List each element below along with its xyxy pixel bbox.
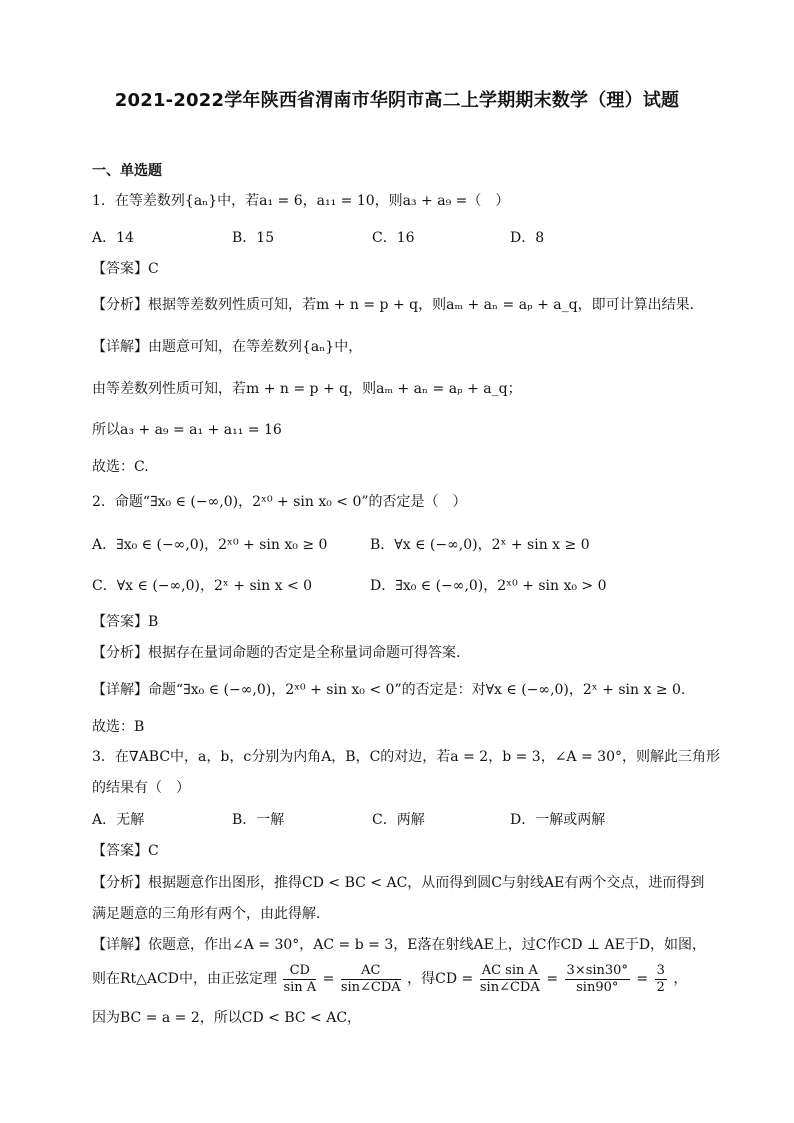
q1-option-c: C．16: [372, 230, 415, 246]
fraction-3-over-2: [655, 963, 667, 996]
q1-choice: 故选：C.: [92, 459, 149, 475]
q2-detail: 【详解】命题“∃x₀ ∈ (−∞,0)，2ˣ⁰ + sin x₀ < 0”的否定是：对∀x ∈ (−∞,0)，2ˣ + sin x ≥ 0.: [92, 682, 686, 698]
q2-option-c: C．∀x ∈ (−∞,0)，2ˣ + sin x < 0: [92, 578, 313, 594]
fraction-cd-over-sina: [283, 963, 316, 996]
q2-option-b: B．∀x ∈ (−∞,0)，2ˣ + sin x ≥ 0: [370, 537, 590, 553]
q2-answer: 【答案】B: [92, 614, 159, 630]
section-heading: 一、单选题: [92, 163, 162, 179]
q1-detail-1: 【详解】由题意可知，在等差数列{aₙ}中，: [92, 339, 363, 355]
formula-end: ，: [673, 971, 688, 987]
q3-option-d: D．一解或两解: [510, 812, 606, 828]
q3-detail-2-formula: [92, 962, 734, 996]
q3-detail-3: 因为BC = a = 2，所以CD < BC < AC，: [92, 1010, 362, 1026]
formula-prefix: 则在Rt△ACD中，由正弦定理: [92, 971, 277, 987]
question-3-stem-2: 的结果有（ ）: [92, 780, 190, 796]
q1-option-a: A．14: [92, 230, 134, 246]
q3-option-b: B．一解: [232, 812, 285, 828]
q3-option-a: A．无解: [92, 812, 145, 828]
equals-sign: =: [322, 971, 335, 987]
fraction-numerator: CD: [283, 963, 316, 980]
q2-analysis: 【分析】根据存在量词命题的否定是全称量词命题可得答案.: [92, 645, 461, 661]
fraction-denominator: sin90°: [576, 979, 619, 995]
q1-option-b: B．15: [232, 230, 275, 246]
fraction-denominator: sin∠CDA: [340, 979, 401, 995]
q1-detail-2: 由等差数列性质可知，若m + n = p + q，则aₘ + aₙ = aₚ + a_q；: [92, 381, 522, 397]
q2-option-d: D．∃x₀ ∈ (−∞,0)，2ˣ⁰ + sin x₀ > 0: [370, 578, 607, 594]
fraction-denominator: 2: [656, 979, 665, 995]
question-3-stem-1: 3．在∇ABC中，a，b，c分别为内角A，B，C的对边，若a = 2，b = 3，∠A = 30°，则解此三角形: [92, 749, 720, 765]
fraction-acsina-over-sincda: [480, 963, 540, 996]
q2-option-a: A．∃x₀ ∈ (−∞,0)，2ˣ⁰ + sin x₀ ≥ 0: [92, 537, 328, 553]
formula-mid: ，得CD =: [407, 971, 474, 987]
fraction-denominator: sin A: [283, 979, 317, 995]
fraction-ac-over-sincda: [341, 963, 401, 996]
q3-answer: 【答案】C: [92, 843, 159, 859]
q1-detail-3: 所以a₃ + a₉ = a₁ + a₁₁ = 16: [92, 422, 282, 438]
question-2-stem: 2．命题“∃x₀ ∈ (−∞,0)，2ˣ⁰ + sin x₀ < 0”的否定是（ ）: [92, 494, 467, 510]
q1-analysis: 【分析】根据等差数列性质可知，若m + n = p + q，则aₘ + aₙ = aₚ + a_q，即可计算出结果.: [92, 297, 695, 313]
equals-sign: =: [546, 971, 559, 987]
equals-sign: =: [636, 971, 649, 987]
q1-option-d: D．8: [510, 230, 545, 246]
fraction-numerator: AC: [341, 963, 401, 980]
fraction-denominator: sin∠CDA: [479, 979, 540, 995]
q3-detail-1: 【详解】依题意，作出∠A = 30°，AC = b = 3，E落在射线AE上，过C作CD ⊥ AE于D，如图，: [92, 937, 707, 953]
page-title: 2021-2022学年陕西省渭南市华阴市高二上学期期末数学（理）试题: [114, 90, 680, 111]
q3-analysis-2: 满足题意的三角形有两个，由此得解.: [92, 906, 321, 922]
fraction-numerator: AC sin A: [481, 962, 538, 978]
question-1-stem: 1．在等差数列{aₙ}中，若a₁ = 6，a₁₁ = 10，则a₃ + a₉ =（ ）: [92, 193, 510, 209]
q3-analysis-1: 【分析】根据题意作出图形，推得CD < BC < AC，从而得到圆C与射线AE有两个交点，进而得到: [92, 875, 705, 891]
q1-answer: 【答案】C: [92, 261, 159, 277]
q3-option-c: C．两解: [372, 812, 425, 828]
fraction-3sin30-over-sin90: [565, 963, 630, 996]
fraction-numerator: 3×sin30°: [566, 962, 628, 978]
fraction-numerator: 3: [656, 962, 665, 978]
q2-choice: 故选：B: [92, 719, 145, 735]
